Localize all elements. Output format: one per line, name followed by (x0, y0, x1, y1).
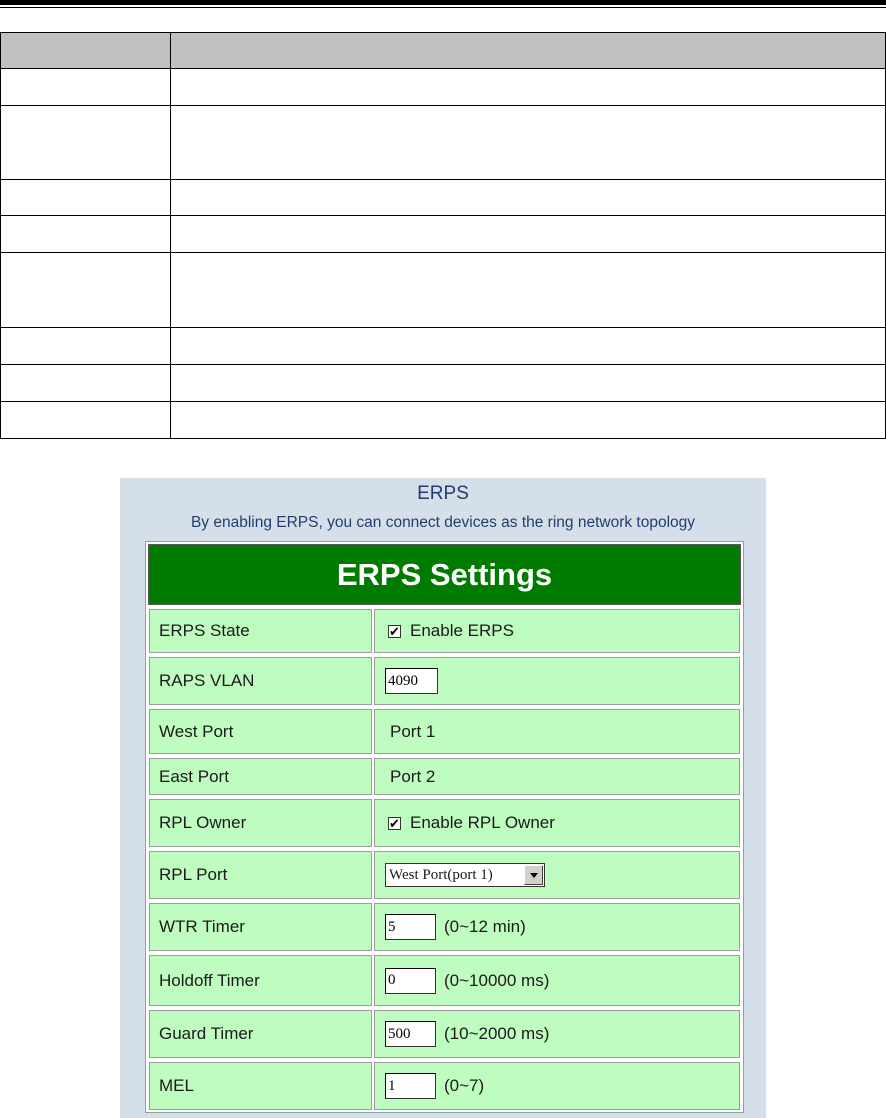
table-row (1, 401, 886, 438)
wtr-timer-value (374, 903, 740, 951)
row-mel (148, 1060, 741, 1112)
rpl-port-selected: West Port(port 1) (389, 866, 493, 883)
east-port-value (374, 758, 740, 795)
table-row (1, 253, 886, 327)
table-header-cell (171, 33, 886, 69)
document-table (0, 32, 886, 439)
table-row (1, 180, 886, 216)
enable-erps-checkbox[interactable] (388, 625, 401, 638)
table-cell (171, 327, 886, 364)
guard-timer-input[interactable] (385, 1021, 436, 1047)
west-port-label: West Port (149, 709, 372, 754)
dropdown-button[interactable] (524, 865, 543, 885)
checkmark-icon: ✔ (389, 623, 400, 639)
mel-input[interactable] (385, 1073, 436, 1099)
table-cell (1, 327, 171, 364)
rpl-port-label: RPL Port (149, 851, 372, 899)
row-erps-state (148, 607, 741, 655)
header-rule-thin (0, 7, 886, 8)
row-raps-vlan (148, 655, 741, 707)
rpl-owner-value (374, 799, 740, 847)
panel-subtitle: By enabling ERPS, you can connect devices as the ring network topology (190, 514, 696, 531)
checkmark-icon: ✔ (389, 815, 400, 831)
row-east-port (148, 756, 741, 797)
row-guard-timer (148, 1008, 741, 1060)
table-header-row (1, 33, 886, 69)
rpl-owner-label: RPL Owner (149, 799, 372, 847)
table-cell (1, 106, 171, 180)
table-cell (1, 216, 171, 253)
panel-title: ERPS (417, 483, 469, 504)
table-cell (171, 180, 886, 216)
enable-rpl-owner-label: Enable RPL Owner (410, 813, 555, 832)
erps-state-label: ERPS State (149, 609, 372, 653)
table-cell (171, 69, 886, 106)
row-west-port (148, 707, 741, 756)
raps-vlan-value (374, 657, 740, 705)
row-rpl-owner (148, 797, 741, 849)
wtr-timer-hint: (0~12 min) (444, 917, 526, 936)
table-cell (171, 106, 886, 180)
west-port-text: Port 1 (390, 721, 436, 741)
guard-timer-label: Guard Timer (149, 1010, 372, 1058)
settings-header: ERPS Settings (148, 544, 741, 605)
table-cell (171, 364, 886, 401)
table-row (1, 364, 886, 401)
header-rule-thick (0, 0, 886, 5)
table-row (1, 69, 886, 106)
enable-erps-label: Enable ERPS (410, 621, 514, 640)
table-cell (1, 253, 171, 327)
west-port-value (374, 709, 740, 754)
rpl-port-select[interactable] (385, 863, 545, 887)
erps-settings-table (145, 541, 744, 1113)
enable-rpl-owner-checkbox[interactable] (388, 817, 401, 830)
raps-vlan-label: RAPS VLAN (149, 657, 372, 705)
raps-vlan-input[interactable] (385, 668, 438, 694)
table-row (1, 216, 886, 253)
guard-timer-value (374, 1010, 740, 1058)
table-cell (1, 364, 171, 401)
table-cell (1, 69, 171, 106)
table-header-cell (1, 33, 171, 69)
holdoff-timer-value (374, 955, 740, 1006)
erps-state-value (374, 609, 740, 653)
holdoff-timer-input[interactable] (385, 968, 436, 994)
wtr-timer-input[interactable] (385, 914, 436, 940)
mel-label: MEL (149, 1062, 372, 1110)
east-port-text: Port 2 (390, 766, 436, 786)
holdoff-timer-hint: (0~10000 ms) (444, 970, 550, 990)
row-rpl-port (148, 849, 741, 901)
table-row (1, 327, 886, 364)
table-cell (1, 401, 171, 438)
table-cell (1, 180, 171, 216)
erps-panel (120, 478, 766, 1118)
table-cell (171, 253, 886, 327)
row-wtr-timer (148, 901, 741, 953)
rpl-port-value (374, 851, 740, 899)
mel-hint: (0~7) (444, 1076, 485, 1095)
holdoff-timer-label: Holdoff Timer (149, 955, 372, 1006)
guard-timer-hint: (10~2000 ms) (444, 1024, 550, 1043)
chevron-down-icon (530, 873, 538, 878)
table-row (1, 106, 886, 180)
east-port-label: East Port (149, 758, 372, 795)
table-cell (171, 216, 886, 253)
wtr-timer-label: WTR Timer (149, 903, 372, 951)
row-holdoff-timer (148, 953, 741, 1008)
table-cell (171, 401, 886, 438)
mel-value (374, 1062, 740, 1110)
